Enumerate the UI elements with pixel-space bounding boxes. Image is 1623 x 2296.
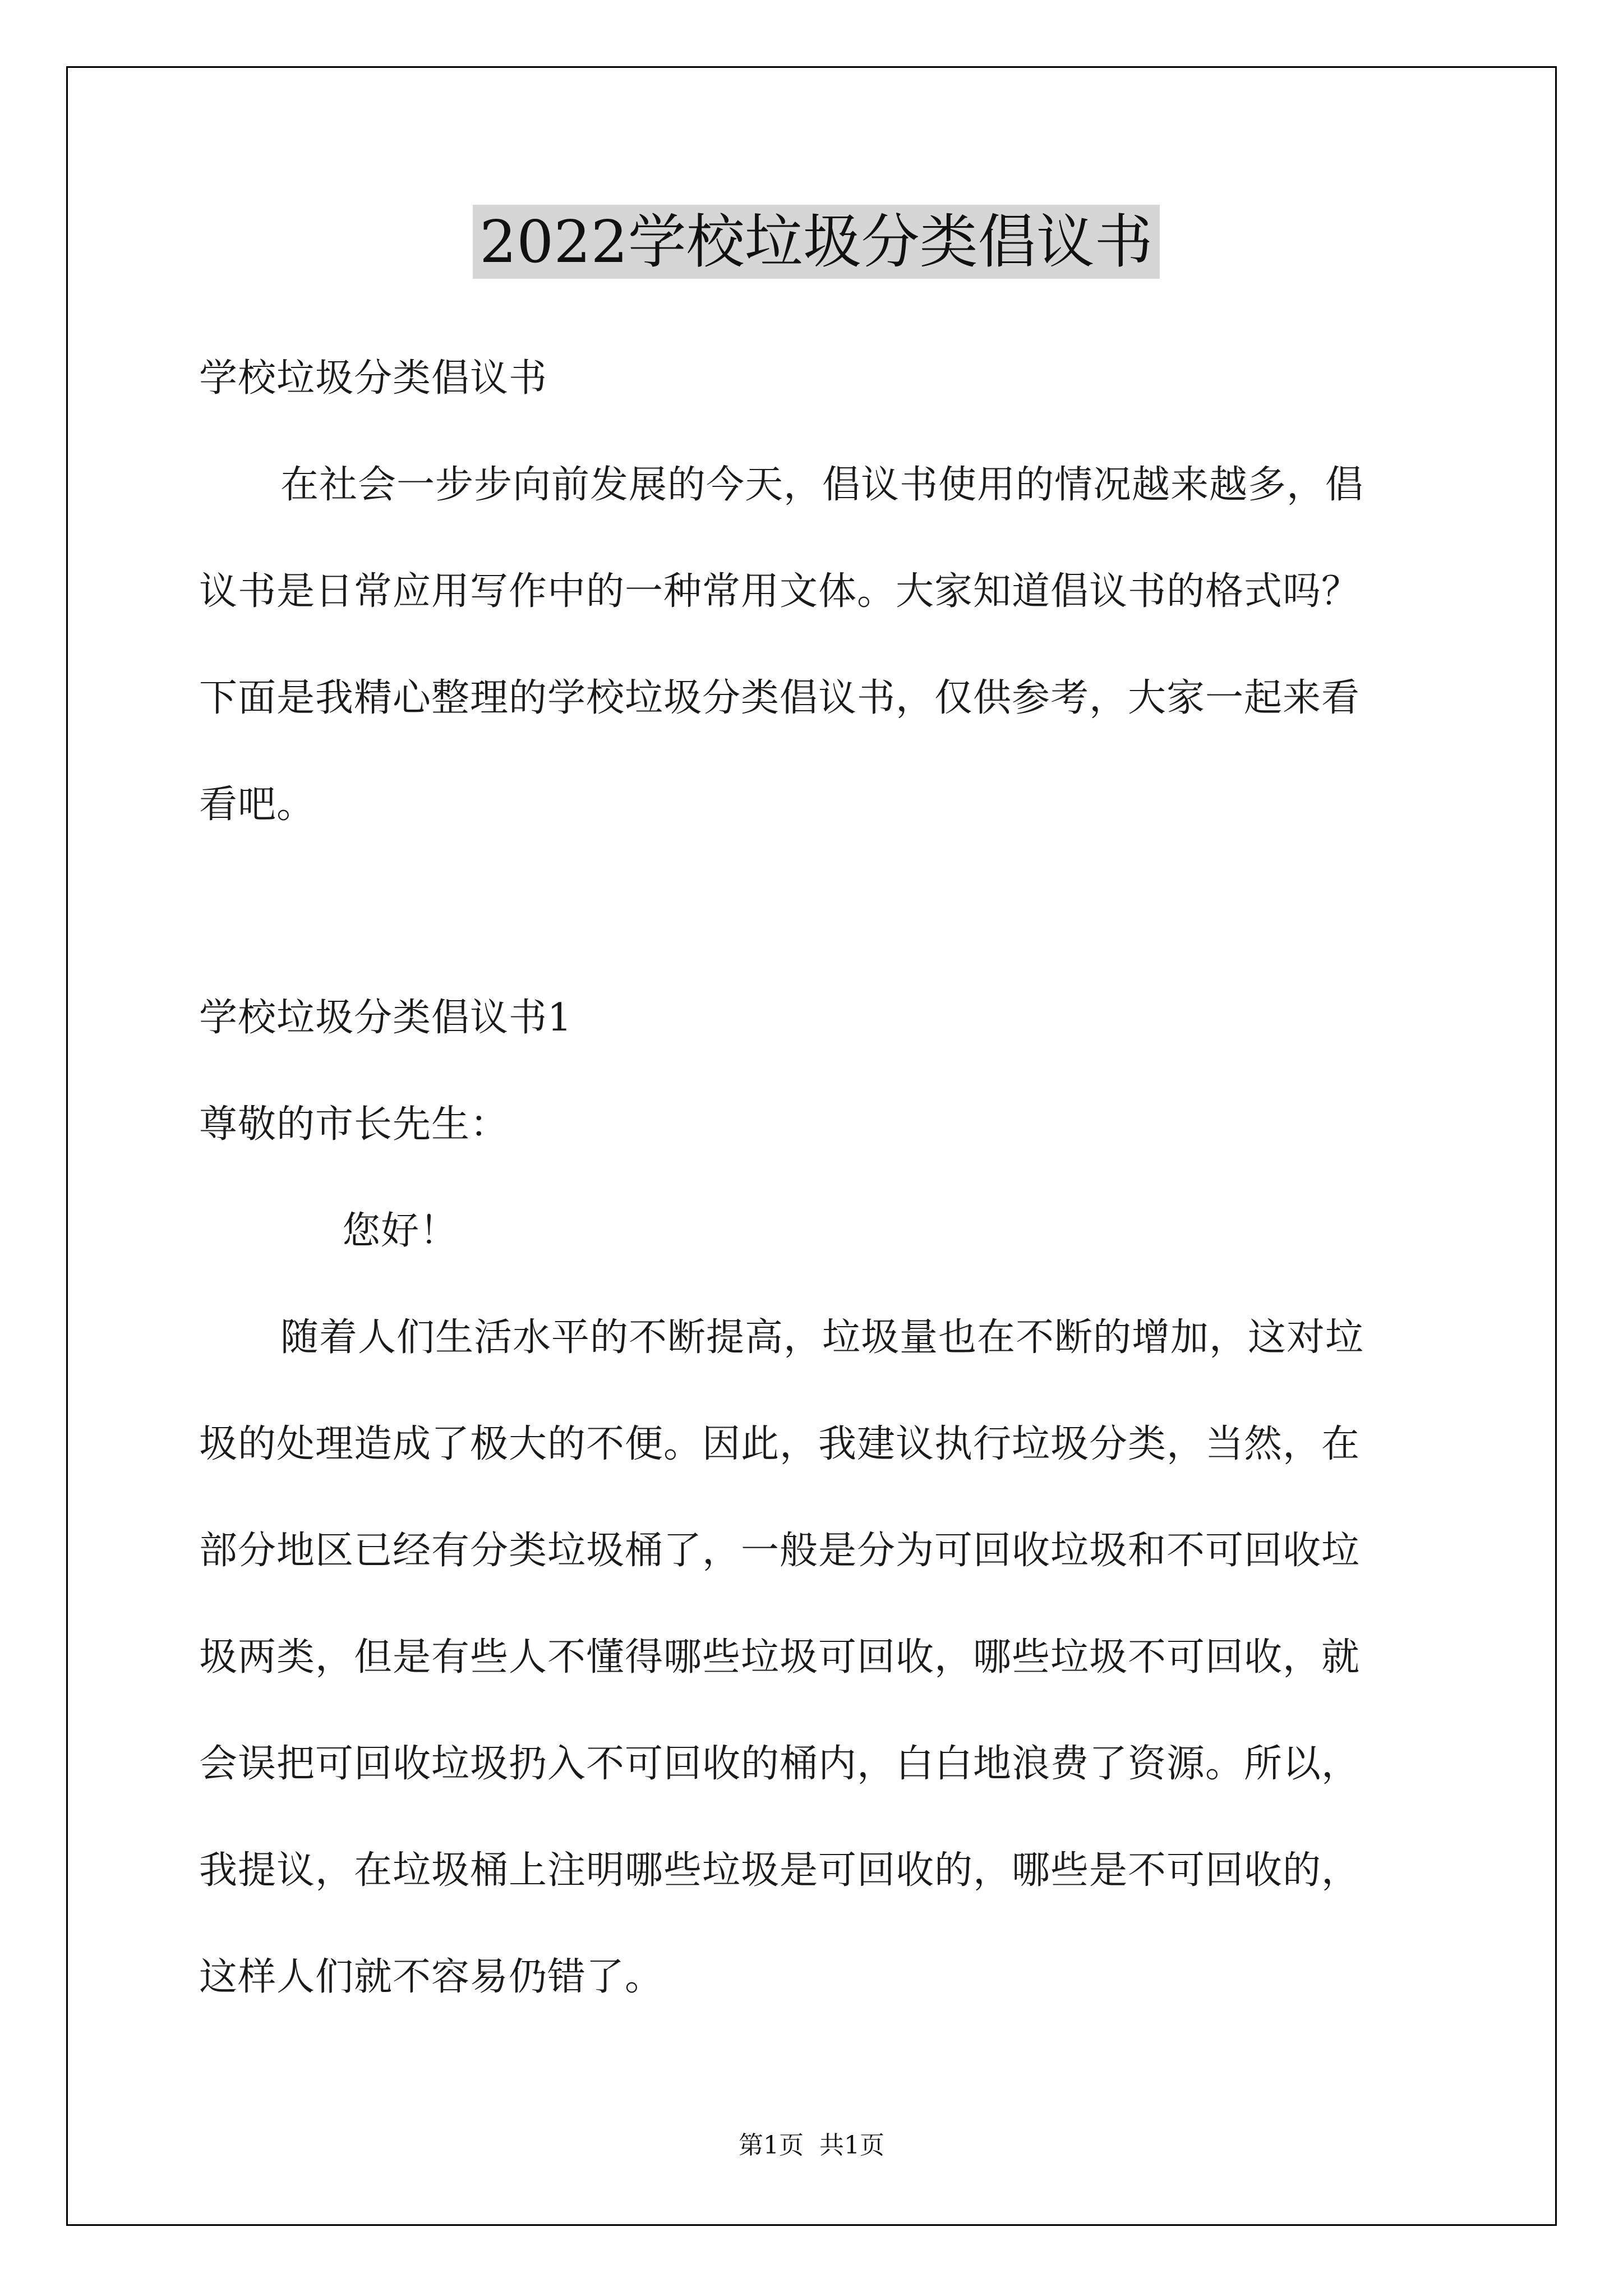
salutation: 尊敬的市长先生： bbox=[199, 1102, 509, 1147]
document-subtitle: 学校垃圾分类倡议书 bbox=[199, 356, 548, 401]
body-line-7: 这样人们就不容易仍错了。 bbox=[199, 1955, 664, 1999]
intro-line-3: 下面是我精心整理的学校垃圾分类倡议书，仅供参考，大家一起来看 bbox=[199, 676, 1361, 720]
body-line-6: 我提议，在垃圾桶上注明哪些垃圾是可回收的，哪些是不可回收的， bbox=[199, 1848, 1361, 1893]
intro-line-4: 看吧。 bbox=[199, 783, 316, 827]
body-line-4: 圾两类，但是有些人不懂得哪些垃圾可回收，哪些垃圾不可回收，就 bbox=[199, 1635, 1361, 1680]
body-line-5: 会误把可回收垃圾扔入不可回收的桶内，白白地浪费了资源。所以， bbox=[199, 1742, 1361, 1786]
body-line-3: 部分地区已经有分类垃圾桶了，一般是分为可回收垃圾和不可回收垃 bbox=[199, 1529, 1361, 1573]
page-count: 共1页 bbox=[819, 2131, 884, 2160]
intro-line-2: 议书是日常应用写作中的一种常用文体。大家知道倡议书的格式吗？ bbox=[199, 569, 1361, 614]
section-heading: 学校垃圾分类倡议书1 bbox=[199, 996, 573, 1040]
greeting: 您好！ bbox=[342, 1209, 459, 1253]
page-number: 第1页 bbox=[739, 2131, 804, 2160]
page-footer bbox=[0, 2129, 1623, 2162]
intro-line-1: 在社会一步步向前发展的今天，倡议书使用的情况越来越多，倡 bbox=[280, 463, 1364, 507]
body-line-2: 圾的处理造成了极大的不便。因此，我建议执行垃圾分类，当然，在 bbox=[199, 1422, 1361, 1466]
body-line-1: 随着人们生活水平的不断提高，垃圾量也在不断的增加，这对垃 bbox=[280, 1315, 1364, 1360]
document-title: 2022学校垃圾分类倡议书 bbox=[473, 205, 1160, 279]
